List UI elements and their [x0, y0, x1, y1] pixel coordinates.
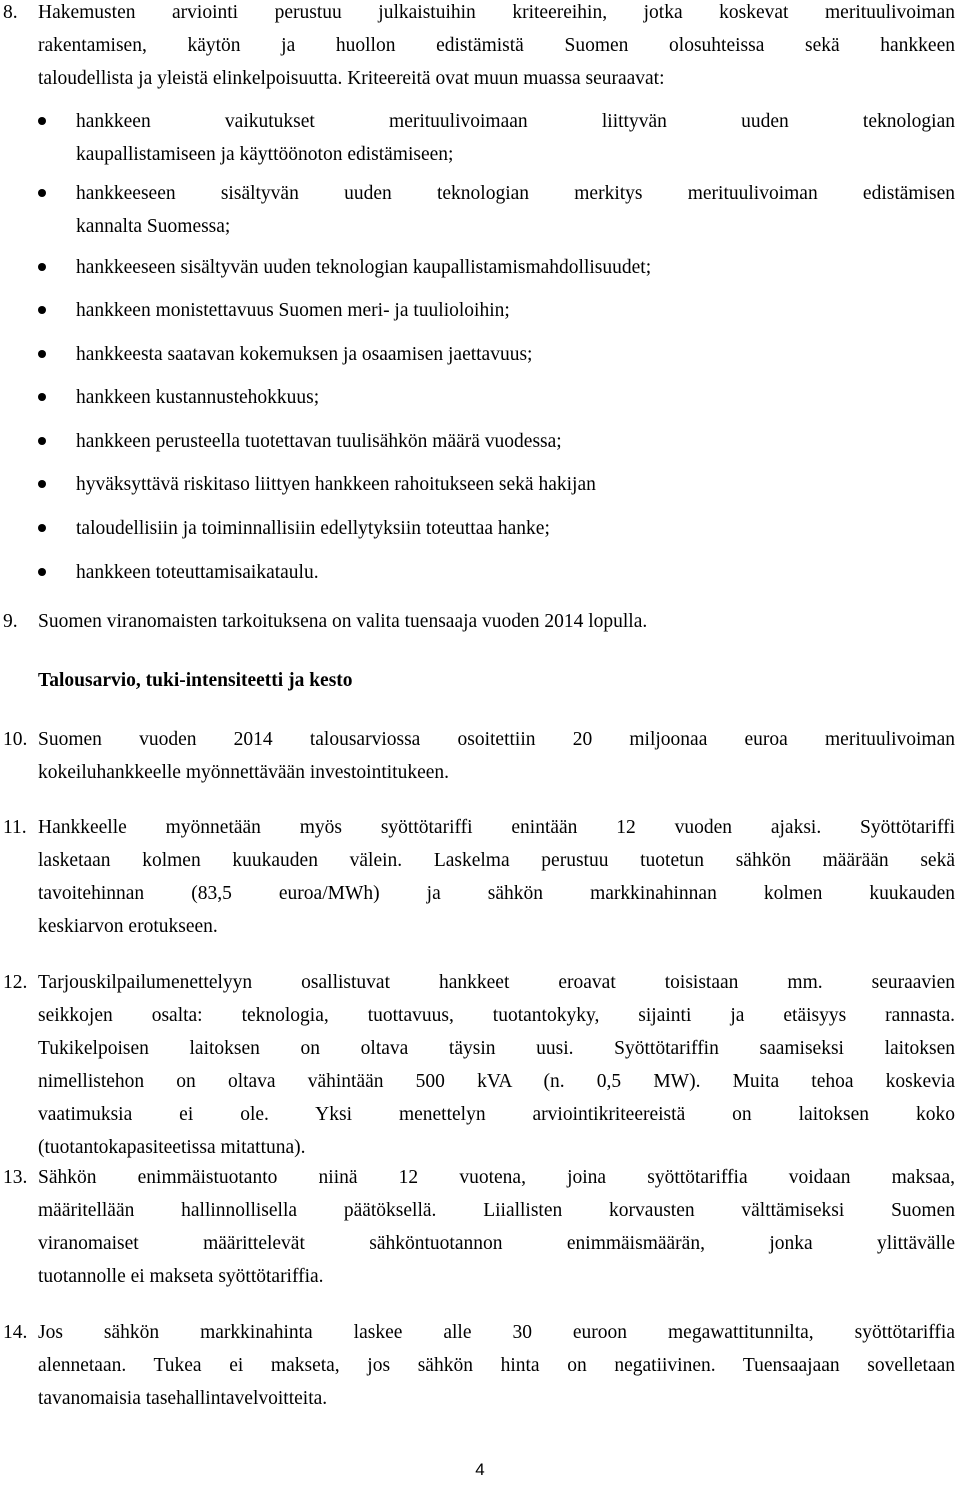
paragraph-line: Hakemusten arviointi perustuu julkaistuihin kriteereihin, jotka koskevat merituulivoiman [38, 2, 955, 23]
paragraph-line: nimellistehon on oltava vähintään 500 kVA (n. 0,5 MW). Muita tehoa koskevia [38, 1071, 955, 1092]
paragraph-line: vaatimuksia ei ole. Yksi menettelyn arviointikriteereistä on laitoksen koko [38, 1104, 955, 1125]
paragraph-line: keskiarvon erotukseen. [38, 916, 218, 937]
bullet-icon [38, 393, 46, 401]
bullet-icon [38, 263, 46, 271]
paragraph-number: 13. [3, 1167, 28, 1188]
bullet-line: hankkeeseen sisältyvän uuden teknologian kaupallistamismahdollisuudet; [76, 257, 652, 278]
paragraph-line: tavoitehinnan (83,5 euroa/MWh) ja sähkön markkinahinnan kolmen kuukauden [38, 883, 955, 904]
paragraph-line: määritellään hallinnollisella päätöksellä. Liiallisten korvausten välttämiseksi Suomen [38, 1200, 955, 1221]
bullet-line: taloudellisiin ja toiminnallisiin edellytyksiin toteuttaa hanke; [76, 518, 550, 539]
paragraph-number: 10. [3, 729, 28, 750]
bullet-icon [38, 524, 46, 532]
paragraph-line: rakentamisen, käytön ja huollon edistämistä Suomen olosuhteissa sekä hankkeen [38, 35, 955, 56]
bullet-line: hankkeen toteuttamisaikataulu. [76, 562, 319, 583]
paragraph-line: Hankkeelle myönnetään myös syöttötariffi enintään 12 vuoden ajaksi. Syöttötariffi [38, 817, 955, 838]
page-number: 4 [475, 1460, 485, 1479]
bullet-icon [38, 437, 46, 445]
bullet-line: kannalta Suomessa; [76, 216, 231, 237]
bullet-icon [38, 117, 46, 125]
paragraph-line: kokeiluhankkeelle myönnettävään investointitukeen. [38, 762, 450, 783]
paragraph-line: taloudellista ja yleistä elinkelpoisuutta. Kriteereitä ovat muun muassa seuraavat: [38, 68, 665, 89]
bullet-icon [38, 568, 46, 576]
bullet-line: hankkeen vaikutukset merituulivoimaan liittyvän uuden teknologian [76, 111, 955, 132]
paragraph-line: tavanomaisia tasehallintavelvoitteita. [38, 1388, 328, 1409]
paragraph-number: 9. [3, 611, 18, 632]
paragraph-line: seikkojen osalta: teknologia, tuottavuus, tuotantokyky, sijainti ja etäisyys rannasta. [38, 1005, 955, 1026]
paragraph-number: 14. [3, 1322, 28, 1343]
paragraph-line: Jos sähkön markkinahinta laskee alle 30 euroon megawattitunnilta, syöttötariffia [38, 1322, 955, 1343]
bullet-line: hankkeeseen sisältyvän uuden teknologian merkitys merituulivoiman edistämisen [76, 183, 955, 204]
bullet-line: hyväksyttävä riskitaso liittyen hankkeen rahoitukseen sekä hakijan [76, 474, 596, 495]
paragraph-number: 8. [3, 2, 18, 23]
paragraph-line: lasketaan kolmen kuukauden välein. Laskelma perustuu tuotetun sähkön määrään sekä [38, 850, 955, 871]
bullet-icon [38, 350, 46, 358]
paragraph-line: Suomen vuoden 2014 talousarviossa osoitettiin 20 miljoonaa euroa merituulivoiman [38, 729, 955, 750]
paragraph-line: Suomen viranomaisten tarkoituksena on valita tuensaaja vuoden 2014 lopulla. [38, 611, 648, 632]
paragraph-line: tuotannolle ei makseta syöttötariffia. [38, 1266, 324, 1287]
bullet-line: hankkeen kustannustehokkuus; [76, 387, 320, 408]
paragraph-line: Tarjouskilpailumenettelyyn osallistuvat hankkeet eroavat toisistaan mm. seuraavien [38, 972, 955, 993]
paragraph-number: 12. [3, 972, 28, 993]
paragraph-line: (tuotantokapasiteetissa mitattuna). [38, 1137, 306, 1158]
bullet-line: kaupallistamiseen ja käyttöönoton edistämiseen; [76, 144, 454, 165]
paragraph-line: Tukikelpoisen laitoksen on oltava täysin uusi. Syöttötariffin saamiseksi laitoksen [38, 1038, 955, 1059]
paragraph-line: viranomaiset määrittelevät sähköntuotannon enimmäismäärän, jonka ylittävälle [38, 1233, 955, 1254]
bullet-icon [38, 480, 46, 488]
bullet-icon [38, 306, 46, 314]
bullet-line: hankkeesta saatavan kokemuksen ja osaamisen jaettavuus; [76, 344, 533, 365]
paragraph-line: Sähkön enimmäistuotanto niinä 12 vuotena, joina syöttötariffia voidaan maksaa, [38, 1167, 955, 1188]
bullet-icon [38, 189, 46, 197]
paragraph-line: alennetaan. Tukea ei makseta, jos sähkön hinta on negatiivinen. Tuensaajaan sovelletaan [38, 1355, 955, 1376]
section-heading: Talousarvio, tuki-intensiteetti ja kesto [38, 670, 353, 691]
paragraph-number: 11. [3, 817, 27, 838]
bullet-line: hankkeen perusteella tuotettavan tuulisähkön määrä vuodessa; [76, 431, 562, 452]
bullet-line: hankkeen monistettavuus Suomen meri- ja tuulioloihin; [76, 300, 510, 321]
